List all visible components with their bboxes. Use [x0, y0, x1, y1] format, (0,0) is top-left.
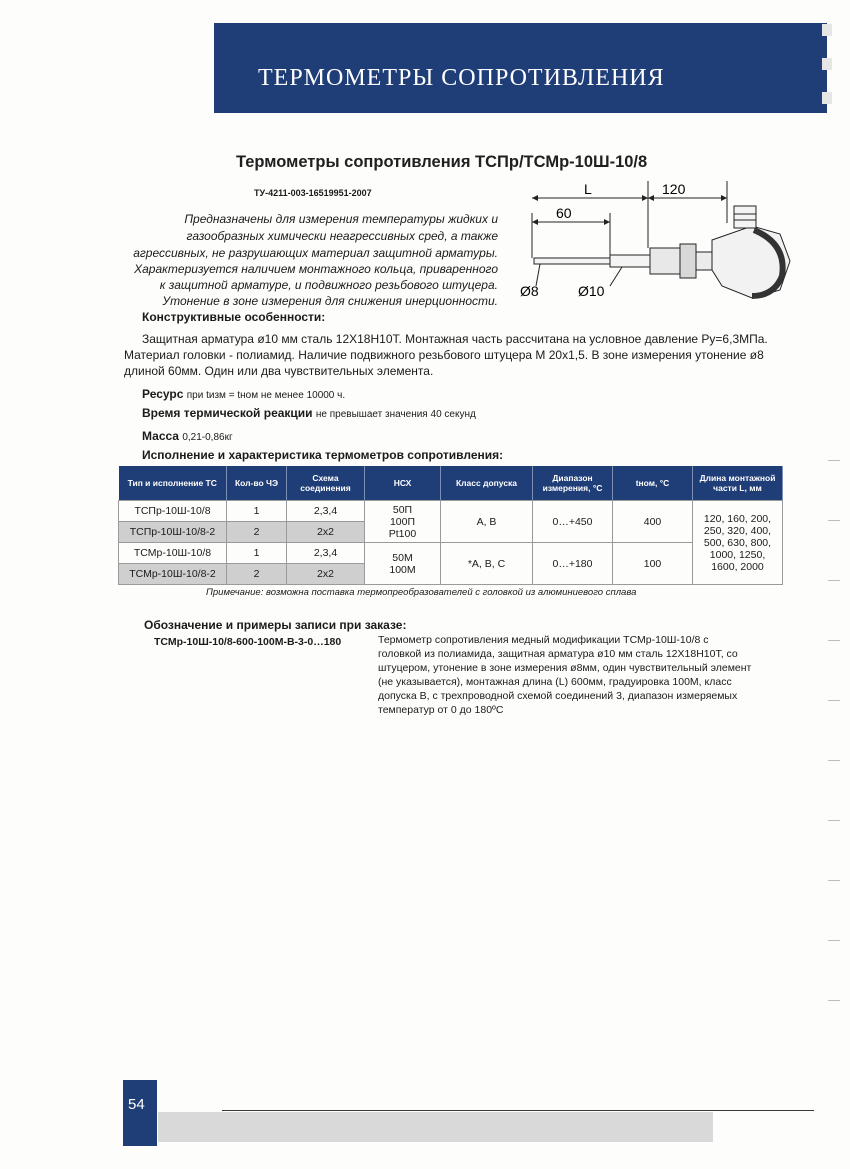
order-heading: Обозначение и примеры записи при заказе: — [144, 618, 407, 632]
col-header: Схема соединения — [287, 466, 365, 501]
dim-120-label: 120 — [662, 181, 686, 197]
page-title: Термометры сопротивления ТСПр/ТСМр-10Ш-10/8 — [236, 153, 648, 171]
nsh-value: 100П — [389, 515, 416, 528]
banner-title: ТЕРМОМЕТРЫ СОПРОТИВЛЕНИЯ — [258, 65, 665, 91]
col-header: НСХ — [365, 466, 441, 501]
length-line: 1000, 1250, — [709, 548, 766, 561]
footer-shade — [158, 1112, 713, 1142]
cell-type: ТСМр-10Ш-10/8-2 — [119, 564, 227, 585]
scan-mark — [828, 460, 840, 461]
construct-line: Материал головки - полиамид. Наличие подвижного резьбового штуцера М 20х1,5. В зоне измерения утонение ø8 — [124, 348, 764, 362]
dia-10-label: Ø10 — [578, 283, 605, 299]
resource-label: Ресурс — [142, 387, 184, 401]
scan-mark — [828, 1000, 840, 1001]
intro-line: Предназначены для измерения температуры жидких и — [184, 212, 498, 226]
order-line: (не указывается), монтажная длина (L) 600мм, градуировка 100М, класс — [378, 676, 732, 688]
edge-strip — [822, 92, 832, 104]
dia-8-label: Ø8 — [520, 283, 539, 299]
order-line: температур от 0 до 180ºС — [378, 704, 504, 716]
thermometer-drawing — [512, 178, 802, 308]
table-row — [119, 501, 783, 522]
order-line: головкой из полиамида, защитная арматура ø10 мм сталь 12Х18Н10Т, со — [378, 648, 738, 660]
cell-scheme: 2,3,4 — [287, 543, 365, 564]
cell-class: *А, В, С — [441, 543, 533, 585]
scan-mark — [828, 640, 840, 641]
order-line: допуска В, с трехпроводной схемой соединений 3, диапазон измеряемых — [378, 690, 738, 702]
table-row — [119, 543, 783, 564]
cell-nsh — [365, 543, 441, 585]
intro-line: к защитной арматуре, и подвижного резьбового штуцера. — [159, 278, 498, 292]
cell-count: 1 — [227, 501, 287, 522]
construct-heading: Конструктивные особенности: — [142, 310, 326, 324]
intro-line: газообразных химически неагрессивных сред, а также — [186, 229, 498, 243]
footer-line — [222, 1110, 814, 1111]
scan-mark — [828, 700, 840, 701]
table-heading: Исполнение и характеристика термометров сопротивления: — [142, 448, 504, 462]
cell-range: 0…+180 — [533, 543, 613, 585]
col-header: Класс допуска — [441, 466, 533, 501]
table-note: Примечание: возможна поставка термопреобразователей с головкой из алюминиевого сплава — [206, 587, 637, 598]
cell-nsh — [365, 501, 441, 543]
col-header: tном, °С — [613, 466, 693, 501]
col-header: Диапазон измерения, °С — [533, 466, 613, 501]
cell-type: ТСМр-10Ш-10/8 — [119, 543, 227, 564]
table-header-row — [119, 466, 783, 501]
length-line: 250, 320, 400, — [703, 524, 772, 537]
cell-count: 2 — [227, 564, 287, 585]
scan-mark — [828, 520, 840, 521]
col-header: Кол-во ЧЭ — [227, 466, 287, 501]
cell-type: ТСПр-10Ш-10/8 — [119, 501, 227, 522]
resource-line — [142, 387, 345, 401]
cell-range: 0…+450 — [533, 501, 613, 543]
resource-text: при tизм = tном не менее 10000 ч. — [186, 390, 346, 401]
reaction-text: не превышает значения 40 секунд — [315, 409, 476, 420]
intro-line: Утонение в зоне измерения для снижения инерционности. — [162, 294, 498, 308]
page-number: 54 — [128, 1096, 145, 1113]
order-code: ТСМр-10Ш-10/8-600-100М-В-3-0…180 — [154, 636, 342, 648]
page-number-box — [123, 1080, 157, 1146]
mass-label: Масса — [142, 429, 179, 443]
construct-line: длиной 60мм. Один или два чувствительных элемента. — [124, 364, 434, 378]
cell-scheme: 2,3,4 — [287, 501, 365, 522]
intro-line: Характеризуется наличием монтажного кольца, приваренного — [134, 262, 498, 276]
reaction-label: Время термической реакции — [142, 406, 313, 420]
cell-tnom: 400 — [613, 501, 693, 543]
length-line: 500, 630, 800, — [703, 536, 772, 549]
cell-class: А, В — [441, 501, 533, 543]
length-line: 120, 160, 200, — [703, 512, 772, 525]
cell-scheme: 2х2 — [287, 522, 365, 543]
mass-line — [142, 429, 233, 443]
cell-tnom: 100 — [613, 543, 693, 585]
cell-count: 1 — [227, 543, 287, 564]
cell-count: 2 — [227, 522, 287, 543]
edge-strip — [822, 24, 832, 36]
scan-mark — [828, 820, 840, 821]
nsh-value: 50М — [392, 551, 413, 564]
nsh-value: 100М — [389, 563, 416, 576]
spec-table — [118, 466, 783, 585]
construct-line: Защитная арматура ø10 мм сталь 12Х18Н10Т. Монтажная часть рассчитана на условное давление Ру=6,3МПа. — [142, 332, 768, 346]
reaction-line — [142, 406, 476, 420]
tu-code: ТУ-4211-003-16519951-2007 — [254, 188, 372, 198]
nsh-value: Pt100 — [388, 527, 417, 540]
cell-type: ТСПр-10Ш-10/8-2 — [119, 522, 227, 543]
nsh-value: 50П — [392, 503, 413, 516]
order-line: Термометр сопротивления медный модификации ТСМр-10Ш-10/8 с — [378, 634, 709, 646]
intro-line: агрессивных, не разрушающих материал защитной арматуры. — [133, 246, 498, 260]
col-header: Длина монтажной части L, мм — [693, 466, 783, 501]
length-line: 1600, 2000 — [711, 560, 764, 573]
col-header: Тип и исполнение ТС — [119, 466, 227, 501]
scan-mark — [828, 940, 840, 941]
order-line: штуцером, утонение в зоне измерения ø8мм, один чувствительный элемент — [378, 662, 752, 674]
mass-text: 0,21-0,86кг — [182, 432, 233, 443]
cell-lengths — [693, 501, 783, 585]
edge-strip — [822, 58, 832, 70]
scan-mark — [828, 880, 840, 881]
scan-mark — [828, 760, 840, 761]
scan-mark — [828, 580, 840, 581]
cell-scheme: 2х2 — [287, 564, 365, 585]
dim-l-label: L — [584, 181, 592, 197]
dim-60-label: 60 — [556, 205, 572, 221]
